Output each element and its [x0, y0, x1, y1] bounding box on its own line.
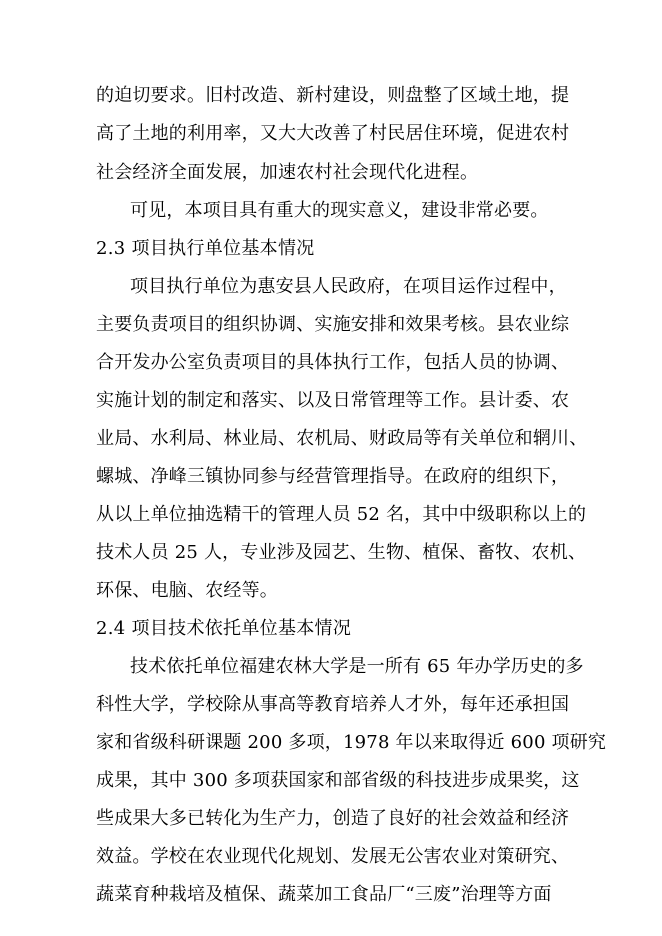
- paragraph-line: 成果，其中 300 多项获国家和部省级的科技进步成果奖，这: [96, 770, 580, 791]
- paragraph-line: 的迫切要求。旧村改造、新村建设，则盘整了区域土地，提: [96, 85, 570, 106]
- section-heading-2-3: 2.3 项目执行单位基本情况: [96, 238, 315, 259]
- paragraph-line: 螺城、净峰三镇协同参与经营管理指导。在政府的组织下，: [96, 466, 570, 487]
- paragraph-line: 蔬菜育种栽培及植保、蔬菜加工食品厂“三废”治理等方面: [96, 884, 552, 905]
- paragraph-line: 实施计划的制定和落实、以及日常管理等工作。县计委、农: [96, 390, 570, 411]
- paragraph-line: 环保、电脑、农经等。: [96, 580, 278, 601]
- paragraph-line: 些成果大多已转化为生产力，创造了良好的社会效益和经济: [96, 808, 570, 829]
- paragraph-line: 技术依托单位福建农林大学是一所有 65 年办学历史的多: [130, 656, 584, 677]
- paragraph-line: 业局、水利局、林业局、农机局、财政局等有关单位和辋川、: [96, 428, 588, 449]
- paragraph-line: 合开发办公室负责项目的具体执行工作，包括人员的协调、: [96, 352, 570, 373]
- paragraph-line: 可见，本项目具有重大的现实意义，建设非常必要。: [130, 200, 549, 221]
- paragraph-line: 社会经济全面发展，加速农村社会现代化进程。: [96, 162, 479, 183]
- section-heading-2-4: 2.4 项目技术依托单位基本情况: [96, 618, 352, 639]
- paragraph-line: 科性大学，学校除从事高等教育培养人才外，每年还承担国: [96, 694, 570, 715]
- paragraph-line: 高了土地的利用率，又大大改善了村民居住环境，促进农村: [96, 123, 570, 144]
- paragraph-line: 家和省级科研课题 200 多项，1978 年以来取得近 600 项研究: [96, 732, 607, 753]
- paragraph-line: 技术人员 25 人，专业涉及园艺、生物、植保、畜牧、农机、: [96, 542, 587, 563]
- paragraph-line: 项目执行单位为惠安县人民政府，在项目运作过程中，: [130, 276, 567, 297]
- paragraph-line: 主要负责项目的组织协调、实施安排和效果考核。县农业综: [96, 314, 570, 335]
- paragraph-line: 效益。学校在农业现代化规划、发展无公害农业对策研究、: [96, 846, 570, 867]
- paragraph-line: 从以上单位抽选精干的管理人员 52 名，其中中级职称以上的: [96, 504, 587, 525]
